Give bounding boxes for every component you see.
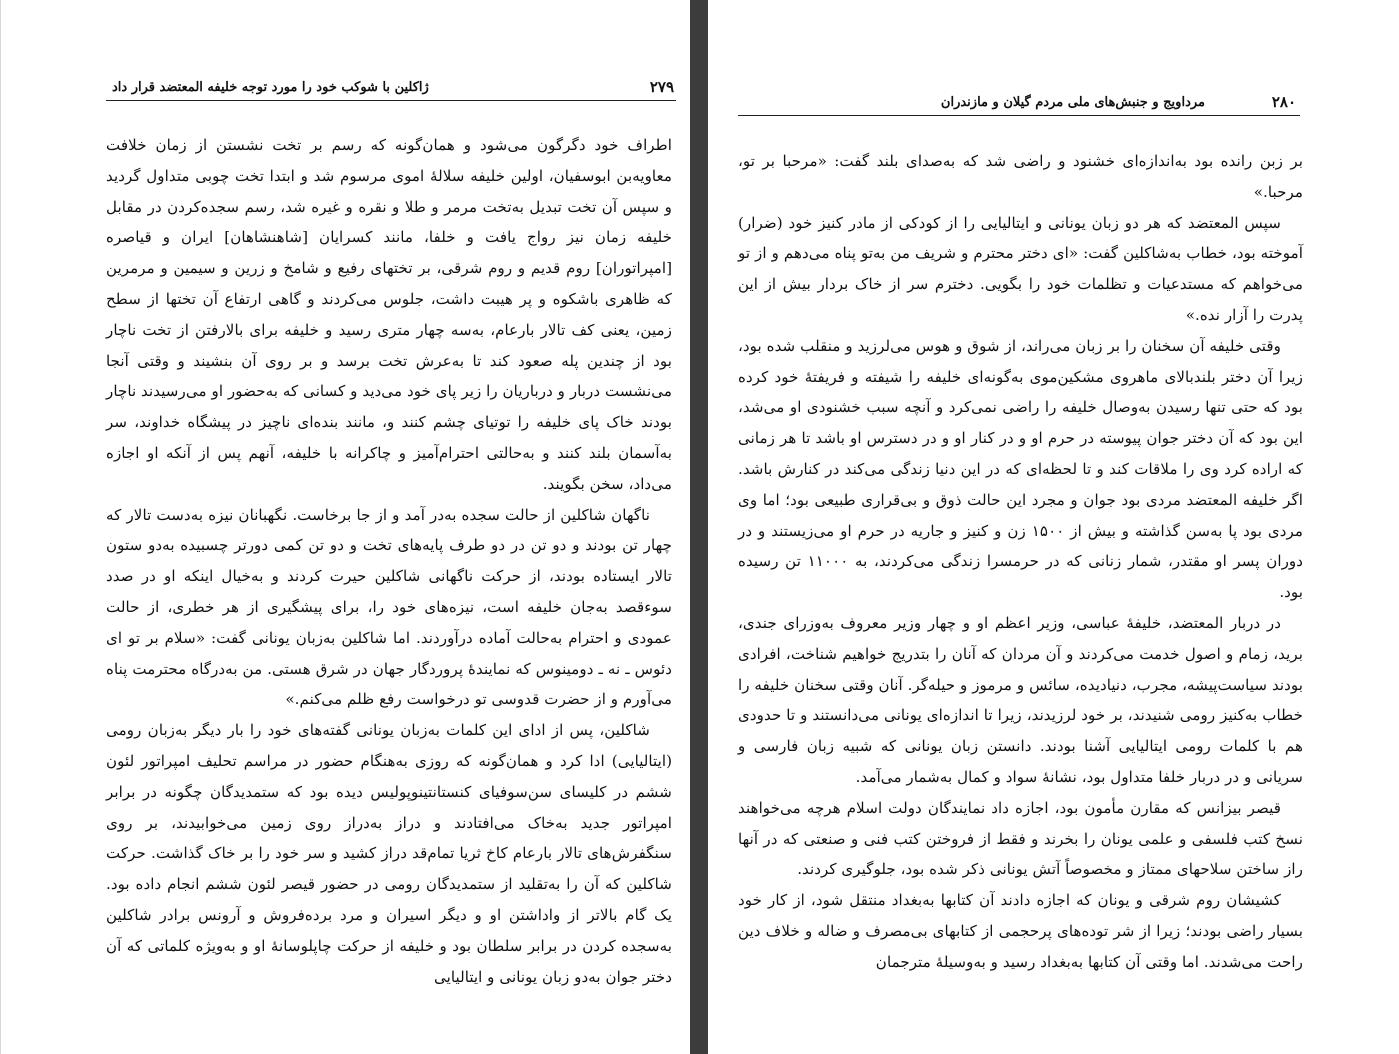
right-running-title: مرداویج و جنبش‌های ملی مردم گیلان و مازندران xyxy=(940,95,1205,110)
right-page-number: ۲۸۰ xyxy=(1271,93,1296,111)
right-page xyxy=(708,0,1399,1054)
left-page-number: ۲۷۹ xyxy=(649,78,674,96)
left-paragraph-3: شاکلین، پس از ادای این کلمات به‌زبان یونانی گفته‌های خود را بار دیگر به‌زبان رومی (ایتالیایی) ادا کرد و همان‌گونه که روزی به‌هنگام حضور در مراسم تحلیف امپراتور لئون ششم در کلیسای سن‌سوفیای کنستانتینوپولیس دیده بود که ستمدیدگان چگونه در برابر امپراتور جدید به‌خاک می‌افتادند و دراز به‌دراز روی زمین می‌خوابیدند، بر روی سنگفرش‌های تالار بارعام کاخ ثریا تمام‌قد دراز کشید و سر خود را بر خاک گذاشت. حرکت شاکلین که آن را به‌تقلید از ستمدیدگان رومی در حضور قیصر لئون ششم انجام داده بود. یک گام بالاتر از واداشتن او و دیگر اسیران و مرد برده‌فروش و آرونس برادر شاکلین به‌سجده کردن در برابر سلطان بود و خلیفه از حرکت چاپلوسانهٔ او و به‌ویژه کلماتی که آن دختر جوان به‌دو زبان یونانی و ایتالیایی xyxy=(106,721,672,986)
right-paragraph-4: در دربار المعتضد، خلیفهٔ عباسی، وزیر اعظم او و چهار وزیر معروف به‌وزرای جندی، برید، زمام و اصول خدمت می‌کردند و آن مردان که آنان را بتدریج خواهیم شناخت، افرادی بودند سیاست‌پیشه، مجرب، دنیادیده، سائس و مرموز و حیله‌گر. آنان وقتی سخنان خلیفه را خطاب به‌کنیز رومی شنیدند، بر خود لرزیدند، زیرا تا اندازه‌ای یونانی می‌دانستند و تا حدودی هم با کلمات رومی ایتالیایی آشنا بودند. دانستن زبان یونانی که شبیه زبان فارسی و سریانی و در دربار خلفا متداول بود، نشانهٔ سواد و کمال به‌شمار می‌آمد. xyxy=(738,613,1303,786)
book-spine xyxy=(690,0,708,1054)
left-running-title: ژاکلین با شوکب خود را مورد توجه خلیفه المعتضد قرار داد xyxy=(112,80,429,95)
right-page-body xyxy=(738,146,1303,978)
left-page-header xyxy=(106,80,676,101)
left-page xyxy=(0,0,691,1054)
right-paragraph-6: کشیشان روم شرقی و یونان که اجازه دادند آن کتابها به‌بغداد منتقل شود، از کار خود بسیار راضی بودند؛ زیرا از شر توده‌های پرحجمی از کتابهای بی‌مصرف و ضاله و خلاف دین راحت می‌شدند. اما وقتی آن کتابها به‌بغداد رسید و به‌وسیلهٔ مترجمان xyxy=(738,891,1303,971)
left-paragraph-1: اطراف خود دگرگون می‌شود و همان‌گونه که رسم بر تخت نشستن از زمان خلافت معاویه‌بن ابوسفیان، اولین خلیفه سلالهٔ اموی مرسوم شد و ابتدا تخت چوبی متداول گردید و سپس آن تخت تبدیل به‌تخت مرمر و طلا و نقره و غیره شد، رسم سجده‌کردن در مقابل خلیفه زمان نیز رواج یافت و خلفا، مانند کسرایان [شاهنشاهان] ایران و قیاصره [امپراتوران] روم قدیم و روم شرقی، بر تختهای رفیع و شامخ و زرین و سیمین و مرمرین که ظاهری باشکوه و پر هیبت داشت، جلوس می‌کردند و گاهی ارتفاع آن تختها از سطح زمین، یعنی کف تالار بارعام، به‌سه چهار متری رسید و خلیفه برای بالارفتن از تخت ناچار بود از چندین پله صعود کند تا به‌عرش تخت برسد و بر روی آن بنشیند و وقتی آنجا می‌نشست دربار و درباریان را زیر پای خود می‌دید و کسانی که به‌حضور او می‌رسیدند ناچار بودند خاک پای خلیفه را توتیای چشم کنند و، مانند بنده‌ای ناچیز در پیشگاه خداوند، سر به‌آسمان بلند کنند و به‌حالتی احترام‌آمیز و چاکرانه با خلیفه، آنهم پس از آنکه او اجازه می‌داد، سخن بگویند. xyxy=(106,136,672,493)
left-paragraph-2: ناگهان شاکلین از حالت سجده به‌در آمد و از جا برخاست. نگهبانان نیزه به‌دست تالار که چهار تن بودند و دو تن در دو طرف پایه‌های تخت و دو تن کمی دورتر چسبیده به‌دو ستون تالار ایستاده بودند، از حرکت ناگهانی شاکلین حیرت کردند و به‌خیال اینکه او در صدد سوءقصد به‌جان خلیفه است، نیزه‌های خود را، برای پیشگیری از هر خطری، از حالت عمودی و احترام به‌حالت آماده درآوردند. اما شاکلین به‌زبان یونانی گفت: «سلام بر تو ای دئوس ـ نه ـ دومینوس که نمایندهٔ پروردگار جهان در شرق هستی. من به‌درگاه محترمت پناه می‌آورم و از حضرت قدوسی تو درخواست رفع ظلم می‌کنم.» xyxy=(106,505,672,709)
right-paragraph-3: وقتی خلیفه آن سخنان را بر زبان می‌راند، از شوق و هوس می‌لرزید و منقلب شده بود، زیرا آن دختر بلندبالای ماهروی مشکین‌موی به‌گونه‌ای خلیفه را شیفته و فریفتهٔ خود کرده بود که حتی تنها رسیدن به‌وصال خلیفه را راضی نمی‌کرد و آنچه سبب خشنودی او می‌شد، این بود که آن دختر جوان پیوسته در حرم او و در کنار او و در دسترس او باشد تا هر زمانی که اراده کرد وی را ملاقات کند و تا لحظه‌ای که در این دنیا زندگی می‌کند در کنارش باشد. اگر خلیفه المعتضد مردی بود جوان و مجرد این حالت ذوق و بی‌قراری طبیعی بود؛ اما وی مردی بود پا به‌سن گذاشته و بیش از ۱۵۰۰ زن و کنیز و جاریه در حرم او می‌زیستند و در دوران پسر او مقتدر، شمار زنانی که در حرمسرا زندگی می‌کردند، به ۱۱۰۰۰ تن رسیده بود. xyxy=(738,336,1303,602)
left-page-body xyxy=(106,130,672,992)
right-paragraph-1: بر زبن رانده بود به‌اندازه‌ای خشنود و راضی شد که به‌صدای بلند گفت: «مرحبا بر تو، مرحبا.» xyxy=(738,152,1303,201)
right-page-header xyxy=(738,95,1300,116)
right-paragraph-5: قیصر بیزانس که مقارن مأمون بود، اجازه داد نمایندگان دولت اسلام هرچه می‌خواهند نسخ کتب فلسفی و علمی یونان را بخرند و فقط از فروختن کتب فنی و صنعتی که در آنها راز ساختن سلاحهای ممتاز و مخصوصاً آتش یونانی ذکر شده بود، جلوگیری کردند. xyxy=(738,798,1303,879)
right-paragraph-2: سپس المعتضد که هر دو زبان یونانی و ایتالیایی را از کودکی از مادر کنیز خود (ضرار) آموخته بود، خطاب به‌شاکلین گفت: «ای دختر محترم و شریف من به‌تو پناه می‌دهم و از تو می‌خواهم که مستدعیات و تظلمات خود را بگویی. دخترم سر از خاک بردار بیش از این پدرت را آزار نده.» xyxy=(738,213,1303,324)
